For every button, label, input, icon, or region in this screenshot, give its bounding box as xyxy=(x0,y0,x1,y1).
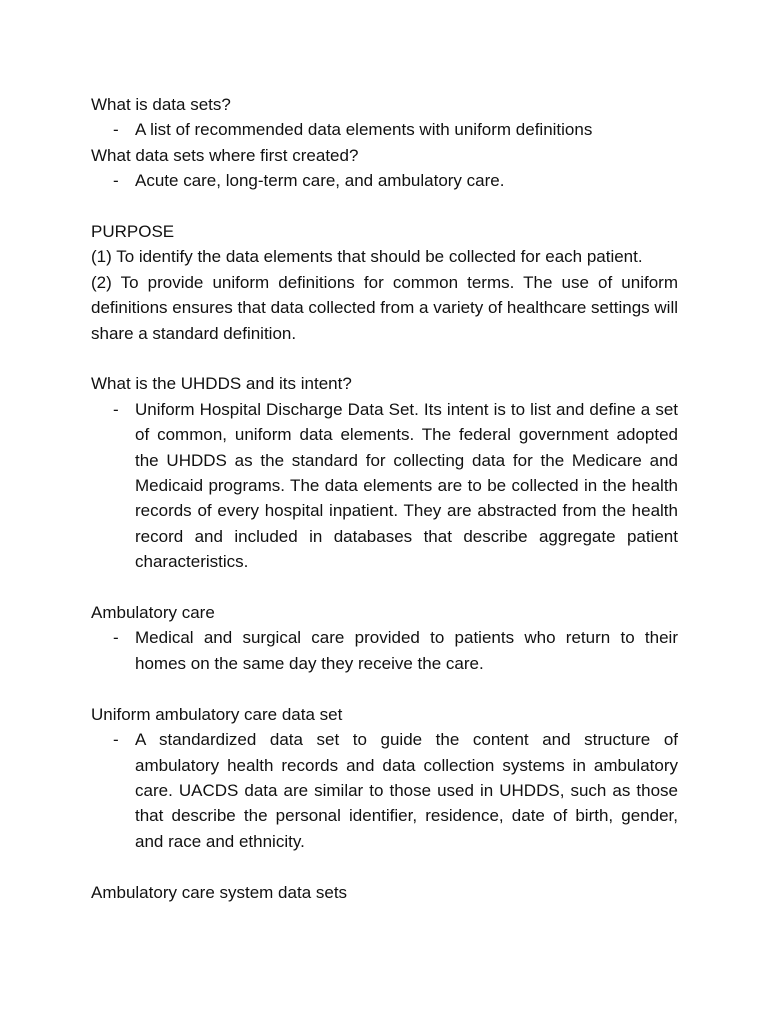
question-first-created: What data sets where first created? xyxy=(91,145,359,165)
purpose-item-2: (2) To provide uniform definitions for common terms. The use of uniform definitions ensures that data collected from a variety of healthcare settings will share a standard definition. xyxy=(91,272,678,343)
answer-uacds xyxy=(91,727,678,854)
question-data-sets: What is data sets? xyxy=(91,95,231,114)
answer-text: A list of recommended data elements with uniform definitions xyxy=(135,120,593,140)
question-uhdds: What is the UHDDS and its intent? xyxy=(91,374,352,394)
bullet-dash: - xyxy=(113,171,119,191)
bullet-dash: - xyxy=(113,120,119,140)
answer-uhdds xyxy=(91,397,678,575)
uacds-heading: Uniform ambulatory care data set xyxy=(91,704,343,724)
document-page xyxy=(91,92,678,905)
ambulatory-system-data-sets-heading: Ambulatory care system data sets xyxy=(91,882,348,902)
answer-text: A standardized data set to guide the content and structure of ambulatory health records and data collection systems in ambulatory care. UACDS data are similar to those used in UHDDS, such as those that describe the personal identifier, residence, date of birth, gender, and race and ethnicity. xyxy=(135,730,678,851)
ambulatory-care-heading: Ambulatory care xyxy=(91,603,215,623)
bullet-dash: - xyxy=(113,730,119,750)
bullet-dash: - xyxy=(113,399,119,419)
answer-text: Uniform Hospital Discharge Data Set. Its intent is to list and define a set of common, uniform data elements. The federal government adopted the UHDDS as the standard for collecting data for the Medicare and Medicaid programs. The data elements are to be collected in the health records of every hospital inpatient. They are abstracted from the health record and included in databases that describe aggregate patient characteristics. xyxy=(135,399,678,572)
answer-data-sets xyxy=(91,117,678,142)
answer-text: Medical and surgical care provided to patients who return to their homes on the same day they receive the care. xyxy=(135,628,678,673)
purpose-heading: PURPOSE xyxy=(91,222,175,242)
purpose-item-1: (1) To identify the data elements that should be collected for each patient. xyxy=(91,247,643,267)
answer-text: Acute care, long-term care, and ambulatory care. xyxy=(135,171,505,191)
answer-first-created xyxy=(91,168,678,193)
bullet-dash: - xyxy=(113,628,119,648)
answer-ambulatory-care xyxy=(91,625,678,676)
